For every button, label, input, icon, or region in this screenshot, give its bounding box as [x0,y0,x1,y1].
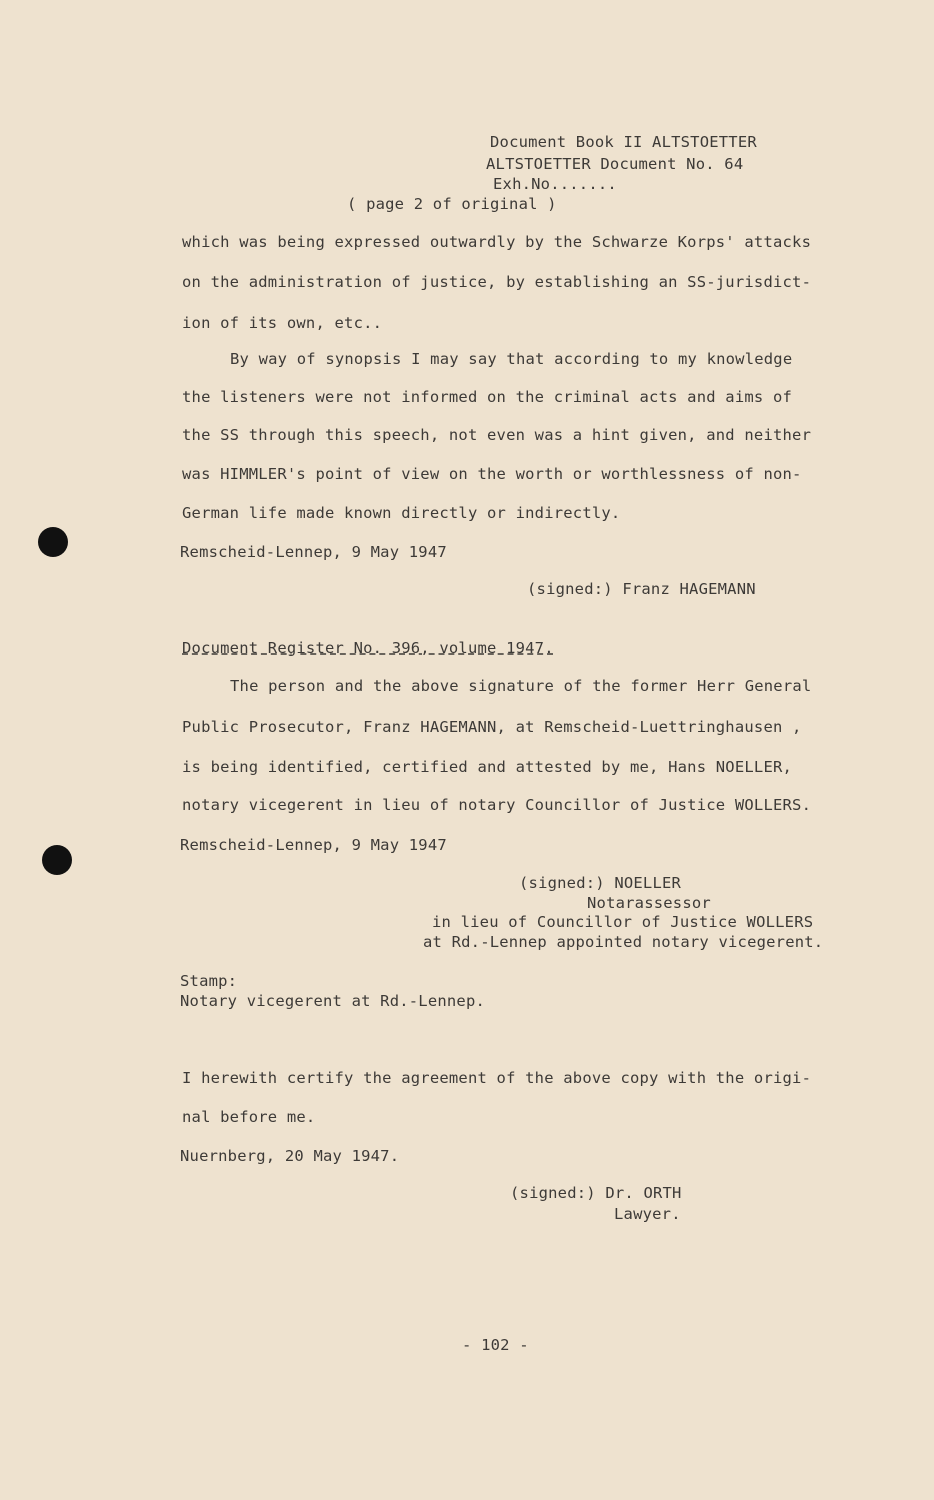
register-line: Public Prosecutor, Franz HAGEMANN, at Remscheid-Luettringhausen , [182,718,802,736]
signature-title: in lieu of Councillor of Justice WOLLERS [432,913,814,931]
signature-title: Lawyer. [614,1205,681,1223]
certification-line: nal before me. [182,1108,316,1126]
certification-line: I herewith certify the agreement of the above copy with the origi- [182,1069,812,1087]
header-line: Exh.No....... [493,175,617,193]
signature: (signed:) Franz HAGEMANN [527,580,756,598]
header-line: ALTSTOETTER Document No. 64 [486,155,744,173]
register-line: The person and the above signature of the former Herr General [230,677,812,695]
page-number: - 102 - [462,1336,529,1354]
page-note: ( page 2 of original ) [347,195,557,213]
stamp-label: Stamp: [180,972,238,990]
register-line: is being identified, certified and attested by me, Hans NOELLER, [182,758,793,776]
body-line: on the administration of justice, by establishing an SS-jurisdict- [182,273,812,291]
body-line: German life made known directly or indirectly. [182,504,621,522]
body-line: the listeners were not informed on the criminal acts and aims of [182,388,793,406]
body-line: By way of synopsis I may say that according to my knowledge [230,350,793,368]
register-heading: Document Register No. 396, volume 1947. [182,639,554,657]
body-line: the SS through this speech, not even was a hint given, and neither [182,426,812,444]
signature-title: Notarassessor [587,894,711,912]
punch-hole [38,527,68,557]
register-line: notary vicegerent in lieu of notary Councillor of Justice WOLLERS. [182,796,812,814]
header-line: Document Book II ALTSTOETTER [490,133,757,151]
stamp-text: Notary vicegerent at Rd.-Lennep. [180,992,486,1010]
body-line: which was being expressed outwardly by the Schwarze Korps' attacks [182,233,812,251]
signature-title: at Rd.-Lennep appointed notary vicegerent. [423,933,824,951]
place-date: Remscheid-Lennep, 9 May 1947 [180,836,447,854]
place-date: Remscheid-Lennep, 9 May 1947 [180,543,447,561]
signature: (signed:) NOELLER [519,874,682,892]
place-date: Nuernberg, 20 May 1947. [180,1147,400,1165]
punch-hole [42,845,72,875]
signature: (signed:) Dr. ORTH [510,1184,682,1202]
body-line: was HIMMLER's point of view on the worth or worthlessness of non- [182,465,802,483]
body-line: ion of its own, etc.. [182,314,383,332]
